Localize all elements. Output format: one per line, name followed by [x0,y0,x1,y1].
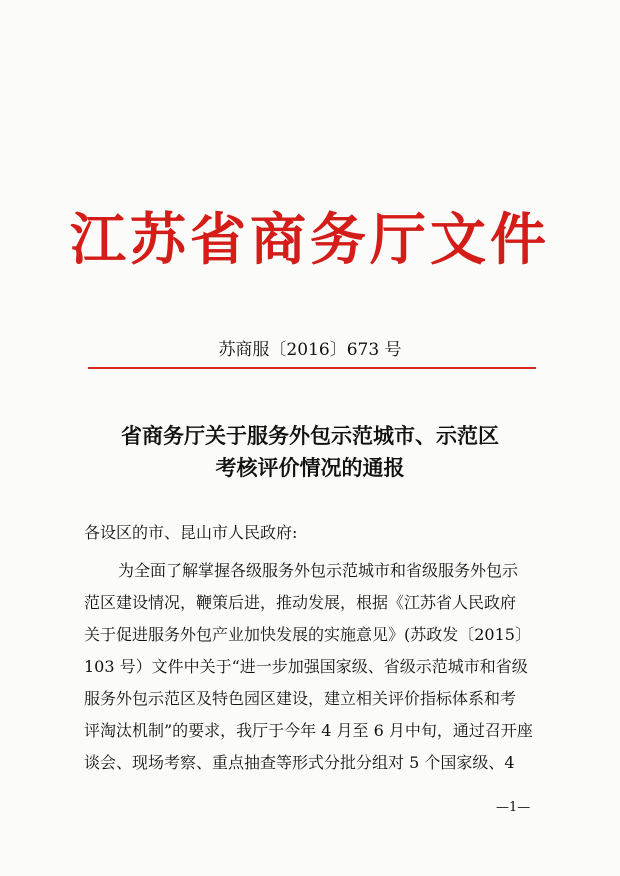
issuing-authority-header: 江苏省商务厅文件 [70,207,550,273]
title-line-1: 省商务厅关于服务外包示范城市、示范区 [121,423,499,448]
body-line: 评淘汰机制”的要求，我厅于今年 4 月至 6 月中旬，通过召开座 [84,721,533,740]
body-text [84,555,544,779]
red-divider-line [88,367,536,369]
body-line: 关于促进服务外包产业加快发展的实施意见》(苏政发〔2015〕 [84,625,531,644]
title-line-2: 考核评价情况的通报 [215,455,405,480]
body-line: 为全面了解掌握各级服务外包示范城市和省级服务外包示 [118,561,519,580]
body-line: 103 号）文件中关于“进一步加强国家级、省级示范城市和省级 [84,657,528,676]
salutation: 各设区的市、昆山市人民政府: [84,523,298,542]
body-line: 服务外包示范区及特色园区建设，建立相关评价指标体系和考 [84,689,517,708]
page-number: —1— [496,800,531,815]
body-line: 范区建设情况，鞭策后进，推动发展，根据《江苏省人民政府 [84,593,517,612]
document-title [0,420,620,484]
body-line: 谈会、现场考察、重点抽查等形式分批分组对 5 个国家级、4 [84,753,515,772]
document-number: 苏商服〔2016〕673 号 [218,340,402,360]
